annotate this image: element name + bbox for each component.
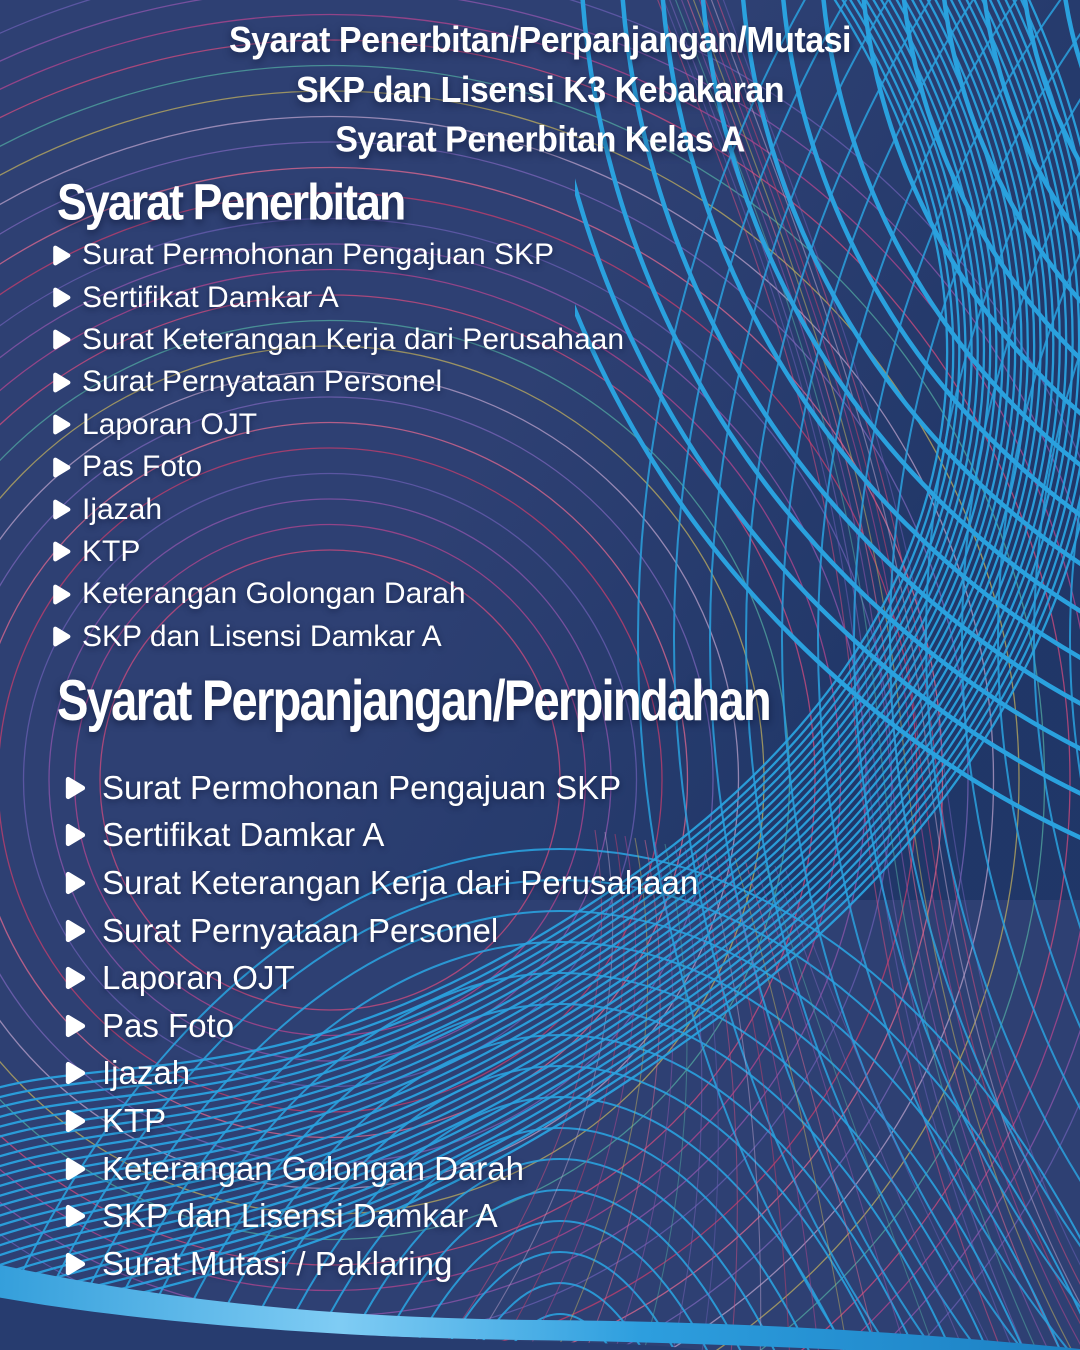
list-item-label: Surat Keterangan Kerja dari Perusahaan bbox=[82, 322, 625, 356]
list-item bbox=[48, 234, 624, 276]
list-item-label: Surat Permohonan Pengajuan SKP bbox=[102, 768, 622, 806]
list-item bbox=[60, 1145, 698, 1193]
list-item bbox=[48, 573, 624, 615]
title-line-1: Syarat Penerbitan/Perpanjangan/Mutasi bbox=[228, 20, 852, 61]
list-item bbox=[60, 1050, 698, 1098]
list-item-label: Keterangan Golongan Darah bbox=[102, 1149, 524, 1187]
list-item-label: Ijazah bbox=[82, 492, 163, 526]
list-item-label: Surat Mutasi / Paklaring bbox=[102, 1244, 453, 1282]
list-item-label: SKP dan Lisensi Damkar A bbox=[102, 1197, 498, 1235]
list-item-label: Surat Keterangan Kerja dari Perusahaan bbox=[102, 863, 699, 901]
play-bullet-icon bbox=[60, 964, 88, 992]
list-item bbox=[60, 1097, 698, 1145]
list-item-label: Sertifikat Damkar A bbox=[102, 816, 385, 854]
list-item bbox=[60, 907, 698, 955]
play-bullet-icon bbox=[60, 1202, 88, 1230]
play-bullet-icon bbox=[60, 1059, 88, 1087]
list-perpanjangan bbox=[60, 764, 698, 1288]
list-item bbox=[48, 446, 624, 488]
list-item-label: Surat Pernyataan Personel bbox=[102, 911, 499, 949]
play-bullet-icon bbox=[48, 243, 73, 268]
section-heading-perpanjangan: Syarat Perpanjangan/Perpindahan bbox=[57, 669, 770, 733]
title-line-2: SKP dan Lisensi K3 Kebakaran bbox=[295, 70, 784, 111]
list-item bbox=[48, 319, 624, 361]
play-bullet-icon bbox=[48, 455, 73, 480]
play-bullet-icon bbox=[48, 582, 73, 607]
list-item bbox=[48, 404, 624, 446]
play-bullet-icon bbox=[48, 412, 73, 437]
play-bullet-icon bbox=[60, 1250, 88, 1278]
play-bullet-icon bbox=[48, 539, 73, 564]
list-item bbox=[48, 276, 624, 318]
list-item bbox=[48, 531, 624, 573]
list-item-label: Ijazah bbox=[102, 1054, 191, 1092]
list-item-label: KTP bbox=[102, 1101, 167, 1139]
list-item bbox=[48, 488, 624, 530]
list-item-label: Sertifikat Damkar A bbox=[82, 280, 339, 314]
play-bullet-icon bbox=[60, 917, 88, 945]
play-bullet-icon bbox=[60, 1107, 88, 1135]
list-item bbox=[60, 812, 698, 860]
list-item-label: Laporan OJT bbox=[102, 959, 295, 997]
list-item bbox=[60, 764, 698, 812]
list-item-label: SKP dan Lisensi Damkar A bbox=[82, 619, 442, 653]
list-item-label: Laporan OJT bbox=[82, 407, 258, 441]
list-item-label: Keterangan Golongan Darah bbox=[82, 577, 466, 611]
list-item-label: Surat Pernyataan Personel bbox=[82, 365, 443, 399]
list-item-label: Pas Foto bbox=[102, 1006, 235, 1044]
list-item bbox=[60, 859, 698, 907]
play-bullet-icon bbox=[48, 370, 73, 395]
title-line-3: Syarat Penerbitan Kelas A bbox=[335, 119, 745, 161]
list-item-label: Pas Foto bbox=[82, 450, 203, 484]
section-heading-penerbitan: Syarat Penerbitan bbox=[57, 173, 405, 231]
play-bullet-icon bbox=[48, 285, 73, 310]
list-item bbox=[48, 616, 624, 658]
list-item bbox=[60, 1192, 698, 1240]
play-bullet-icon bbox=[48, 624, 73, 649]
play-bullet-icon bbox=[60, 821, 88, 849]
list-item bbox=[48, 361, 624, 403]
list-item bbox=[60, 1240, 698, 1288]
play-bullet-icon bbox=[48, 327, 73, 352]
list-item bbox=[60, 1002, 698, 1050]
list-item-label: KTP bbox=[82, 534, 141, 568]
play-bullet-icon bbox=[48, 497, 73, 522]
play-bullet-icon bbox=[60, 869, 88, 897]
list-item bbox=[60, 954, 698, 1002]
play-bullet-icon bbox=[60, 1012, 88, 1040]
poster-title bbox=[0, 16, 1080, 165]
play-bullet-icon bbox=[60, 1155, 88, 1183]
play-bullet-icon bbox=[60, 774, 88, 802]
list-penerbitan bbox=[48, 234, 624, 658]
list-item-label: Surat Permohonan Pengajuan SKP bbox=[82, 238, 554, 272]
